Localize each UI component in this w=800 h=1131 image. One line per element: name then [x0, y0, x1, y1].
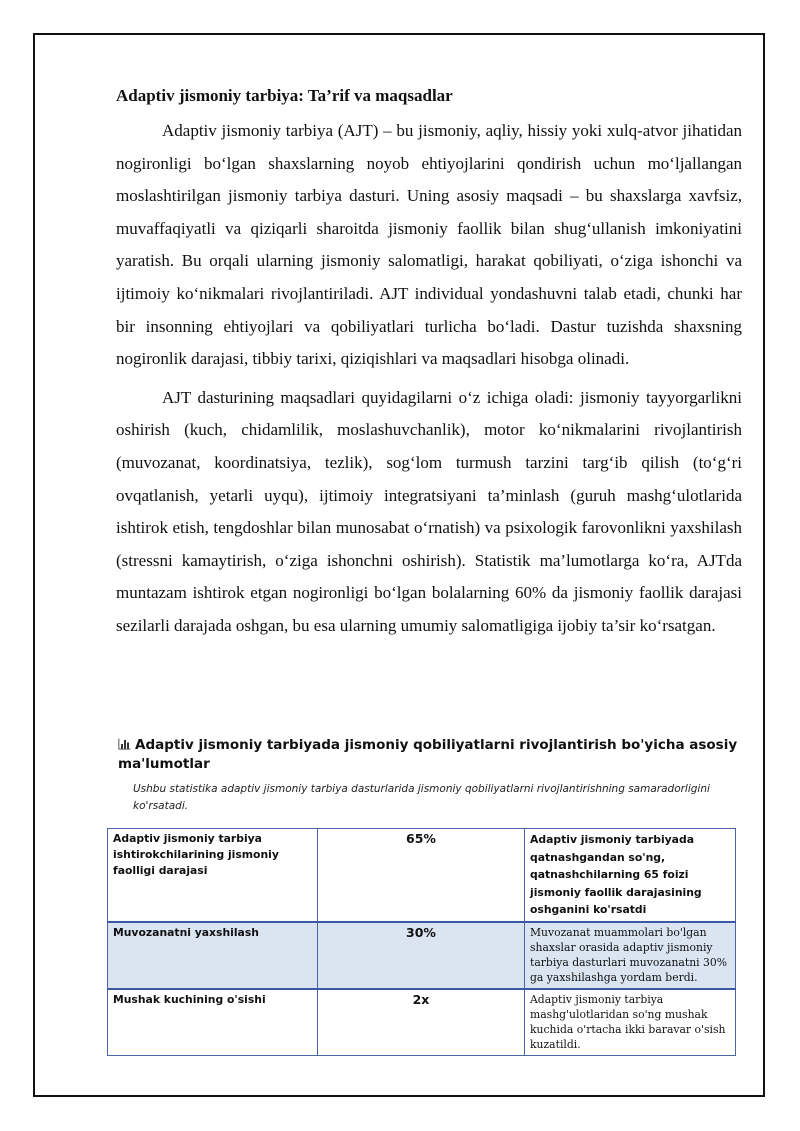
table-row	[108, 829, 736, 922]
stats-section	[118, 736, 740, 815]
stat-description: Adaptiv jismoniy tarbiya mashg'ulotlaridan so'ng mushak kuchida o'rtacha ikki baravar o'sish kuzatildi.	[525, 989, 736, 1056]
stat-value: 30%	[318, 922, 525, 989]
stats-title-text: Adaptiv jismoniy tarbiyada jismoniy qobiliyatlarni rivojlantirish bo'yicha asosiy ma'lumotlar	[118, 737, 738, 772]
stat-description: Muvozanat muammolari bo'lgan shaxslar orasida adaptiv jismoniy tarbiya dasturlari muvozanatni 30% ga yaxshilashga yordam berdi.	[525, 922, 736, 989]
stat-label: Adaptiv jismoniy tarbiya ishtirokchilarining jismoniy faolligi darajasi	[108, 829, 318, 922]
section-heading: Adaptiv jismoniy tarbiya: Ta’rif va maqsadlar	[116, 86, 453, 105]
stat-value: 65%	[318, 829, 525, 922]
bar-chart-icon	[118, 738, 131, 750]
document-body	[116, 86, 742, 649]
stats-title	[118, 736, 740, 774]
stats-subtitle: Ushbu statistika adaptiv jismoniy tarbiya dasturlarida jismoniy qobiliyatlarni rivojlantirishning samaradorligini ko'rsatadi.	[133, 783, 710, 812]
stat-label: Mushak kuchining o'sishi	[108, 989, 318, 1056]
stat-label: Muvozanatni yaxshilash	[108, 922, 318, 989]
paragraph-goals: AJT dasturining maqsadlari quyidagilarni o‘z ichiga oladi: jismoniy tayyorgarlikni oshirish (kuch, chidamlilik, moslashuvchanlik), motor ko‘nikmalarini rivojlantirish (muvozanat, koordinatsiya, tezlik), sog‘lom turmush tarzini targ‘ib qilish (to‘g‘ri ovqatlanish, yetarli uyqu), ijtimoiy integratsiyani ta’minlash (guruh mashg‘ulotlarida ishtirok etish, tengdoshlar bilan munosabat o‘rnatish) va psixologik farovonlikni yaxshilash (stressni kamaytirish, o‘ziga ishonchni oshirish). Statistik ma’lumotlarga ko‘ra, AJTda muntazam ishtirok etgan nogironligi bo‘lgan bolalarning 60% da jismoniy faollik darajasi sezilarli darajada oshgan, bu esa ularning umumiy salomatligiga ijobiy ta’sir ko‘rsatgan.	[116, 387, 742, 635]
table-row	[108, 989, 736, 1056]
paragraph-definition: Adaptiv jismoniy tarbiya (AJT) – bu jismoniy, aqliy, hissiy yoki xulq-atvor jihatidan nogironligi bo‘lgan shaxslarning noyob ehtiyojlarini qondirish uchun mo‘ljallangan moslashtirilgan jismoniy tarbiya dasturi. Uning asosiy maqsadi – bu shaxslarga xavfsiz, muvaffaqiyatli va qiziqarli sharoitda jismoniy faollik bilan shug‘ullanish imkoniyatini yaratish. Bu orqali ularning jismoniy salomatligi, harakat qobiliyati, o‘ziga ishonchi va ijtimoiy ko‘nikmalari rivojlantiriladi. AJT individual yondashuvni talab etadi, chunki har bir insonning ehtiyojlari va qobiliyatlari turlicha bo‘ladi. Dastur tuzishda shaxsning nogironlik darajasi, tibbiy tarixi, qiziqishlari va maqsadlari hisobga olinadi.	[116, 121, 742, 369]
stat-value: 2x	[318, 989, 525, 1056]
stats-table	[107, 828, 736, 1056]
table-row	[108, 922, 736, 989]
stat-description: Adaptiv jismoniy tarbiyada qatnashgandan so'ng, qatnashchilarning 65 foizi jismoniy faollik darajasining oshganini ko'rsatdi	[525, 829, 736, 922]
